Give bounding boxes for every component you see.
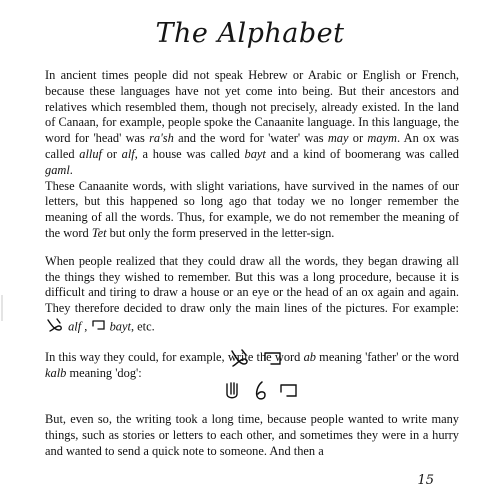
kalb-glyph-row bbox=[0, 380, 500, 404]
page-number: 15 bbox=[417, 473, 434, 488]
body-text-continued bbox=[45, 412, 459, 459]
kaf-glyph-icon bbox=[224, 380, 242, 402]
alf-glyph-icon bbox=[45, 317, 65, 338]
bayt-glyph-icon bbox=[91, 318, 107, 337]
paragraph-4: In this way they could, for example, write the word ab meaning 'father' or the word kalb meaning 'dog': bbox=[45, 349, 459, 380]
page-title: The Alphabet bbox=[155, 18, 345, 49]
bayt-glyph-icon bbox=[279, 382, 299, 400]
paragraph-2: These Canaanite words, with slight variations, have survived in the names of our letters, but this happened so long ago that today we no longer remember the meaning of all the words. Thus, for example, we do not remember the meaning of the word Tet but only the form preserved in the letter-sign. bbox=[45, 178, 459, 240]
paragraph-5: But, even so, the writing took a long time, because people wanted to write many things, such as stories or letters to each other, and sometimes they were in a hurry and wanted to send a quick note to someone. And then a bbox=[45, 412, 459, 458]
lamed-glyph-icon bbox=[253, 380, 269, 402]
alf-glyph-icon bbox=[228, 348, 250, 368]
paragraph-1: In ancient times people did not speak Hebrew or Arabic or English or French, because these languages have not yet come into being. But their ancestors and relatives which resembled them, though not precisely, already existed. In the land of Canaan, for example, people spoke the Canaanite language. In this language, the word for 'head' was ra'sh and the word for 'water' was may or maym. An ox was called alluf or alf, a house was called bayt and a kind of boomerang was called gaml. bbox=[45, 68, 459, 177]
body-text bbox=[45, 68, 459, 381]
bayt-glyph-icon bbox=[263, 350, 283, 368]
ab-glyph-row bbox=[0, 348, 500, 372]
page-edge-mark bbox=[0, 293, 6, 323]
paragraph-3: When people realized that they could draw all the words, they began drawing all the things they wished to remember. But this was a long procedure, because it is difficult and tiring to draw a house or an eye or the head of an ox again and again. They therefore decided to draw only the main lines of the pictures. For example: alf , bayt, etc. bbox=[45, 254, 459, 338]
